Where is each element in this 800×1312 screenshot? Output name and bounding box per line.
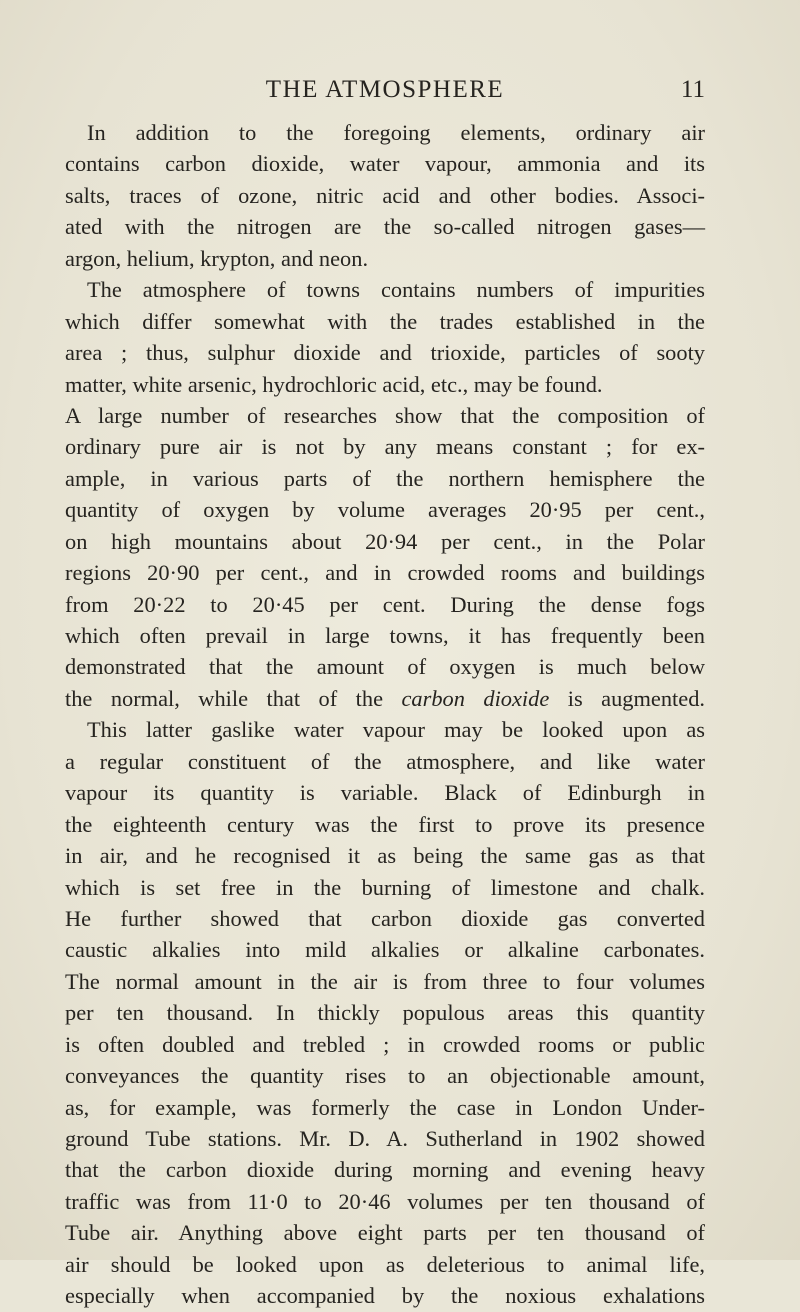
running-title: THE ATMOSPHERE [265, 76, 505, 103]
text-line: contains carbon dioxide, water vapour, ammonia and its [65, 151, 705, 177]
text-line: ordinary pure air is not by any means constant ; for ex- [65, 434, 705, 460]
text-line: ated with the nitrogen are the so-called nitrogen gases— [65, 214, 705, 240]
text-line: which differ somewhat with the trades established in the [65, 308, 705, 334]
text-line: that the carbon dioxide during morning and evening heavy [65, 1157, 705, 1183]
text-line: air should be looked upon as deleterious to animal life, [65, 1251, 705, 1277]
text-line: The normal amount in the air is from three to four volumes [65, 968, 705, 994]
text-line: argon, helium, krypton, and neon. [65, 245, 369, 271]
text-line: vapour its quantity is variable. Black of Edinburgh in [65, 780, 705, 806]
text-line: which is set free in the burning of limestone and chalk. [65, 874, 705, 900]
text-line: caustic alkalies into mild alkalies or alkaline carbonates. [65, 937, 705, 963]
italic-term: carbon dioxide [401, 685, 550, 711]
text-line: ample, in various parts of the northern hemisphere the [65, 465, 705, 491]
text-line: demonstrated that the amount of oxygen is much below [65, 654, 705, 680]
text-line: in air, and he recognised it as being the same gas as that [65, 843, 705, 869]
text-line: the normal, while that of the carbon dioxide is augmented. [65, 685, 705, 711]
text-line: This latter gaslike water vapour may be looked upon as [87, 717, 705, 743]
text-line: Tube air. Anything above eight parts per ten thousand of [65, 1220, 705, 1246]
body-text [65, 117, 705, 1312]
text-line: as, for example, was formerly the case in London Under- [65, 1094, 705, 1120]
text-line: especially when accompanied by the noxious exhalations [65, 1283, 705, 1309]
text-line: regions 20·90 per cent., and in crowded rooms and buildings [65, 560, 705, 586]
text-line: a regular constituent of the atmosphere, and like water [65, 748, 705, 774]
text-line: is often doubled and trebled ; in crowded rooms or public [65, 1031, 705, 1057]
text-line: A large number of researches show that the composition of [65, 402, 705, 428]
text-line: per ten thousand. In thickly populous areas this quantity [65, 1000, 705, 1026]
running-head [65, 70, 705, 110]
text-line: ground Tube stations. Mr. D. A. Sutherland in 1902 showed [65, 1126, 705, 1151]
text-line: The atmosphere of towns contains numbers of impurities [87, 277, 705, 303]
text-line: which often prevail in large towns, it has frequently been [65, 623, 705, 648]
text-line: In addition to the foregoing elements, ordinary air [87, 120, 705, 145]
text-line: quantity of oxygen by volume averages 20·95 per cent., [65, 497, 705, 523]
text-line: area ; thus, sulphur dioxide and trioxide, particles of sooty [65, 340, 705, 366]
text-line: He further showed that carbon dioxide gas converted [65, 905, 705, 931]
text-line: the eighteenth century was the first to prove its presence [65, 811, 705, 837]
text-line: on high mountains about 20·94 per cent., in the Polar [65, 528, 705, 554]
text-line: salts, traces of ozone, nitric acid and other bodies. Associ- [65, 182, 705, 208]
text-line: traffic was from 11·0 to 20·46 volumes per ten thousand of [65, 1188, 705, 1214]
text-line: matter, white arsenic, hydrochloric acid, etc., may be found. [65, 371, 603, 397]
text-line: from 20·22 to 20·45 per cent. During the dense fogs [65, 591, 705, 617]
text-line: conveyances the quantity rises to an objectionable amount, [65, 1063, 705, 1089]
page-number: 11 [680, 76, 705, 103]
